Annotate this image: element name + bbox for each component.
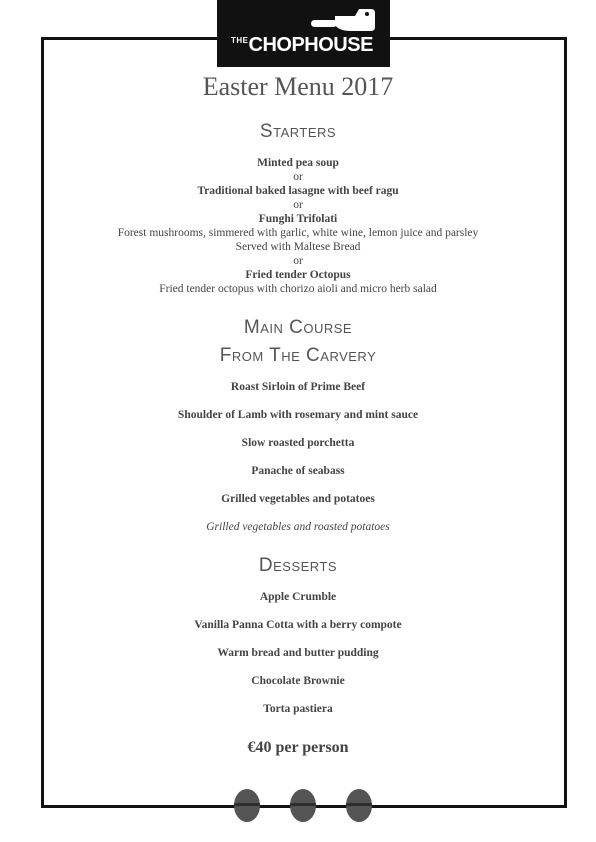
dessert-item: Chocolate Brownie (251, 675, 345, 687)
starter-description: Fried tender octopus with chorizo aioli and micro herb salad (159, 283, 437, 295)
starter-item: Fried tender Octopus (245, 269, 351, 281)
main-course-item: Slow roasted porchetta (241, 437, 355, 449)
main-course-heading: Main Course (243, 317, 353, 338)
price-per-person: €40 per person (247, 739, 349, 756)
logo-the: THE (231, 36, 249, 45)
decorative-dot-icon (346, 789, 372, 822)
starter-item: Minted pea soup (257, 157, 339, 169)
decorative-dot-icon (290, 789, 316, 822)
starter-item: Traditional baked lasagne with beef ragu (197, 185, 399, 197)
logo-name: CHOPHOUSE (248, 34, 373, 56)
menu-frame (41, 37, 567, 808)
starter-description: Forest mushrooms, simmered with garlic, white wine, lemon juice and parsley (117, 227, 479, 239)
starters-heading: Starters (259, 121, 337, 142)
main-course-item: Grilled vegetables and roasted potatoes (206, 521, 390, 533)
dessert-item: Torta pastiera (263, 703, 333, 715)
desserts-heading: Desserts (258, 555, 338, 576)
main-course-item: Shoulder of Lamb with rosemary and mint sauce (177, 409, 419, 421)
carvery-subheading: From The Carvery (219, 345, 377, 366)
starter-item: Funghi Trifolati (258, 213, 338, 225)
main-course-item: Panache of seabass (251, 465, 345, 477)
starter-description: Served with Maltese Bread (235, 241, 361, 253)
starter-separator: or (293, 255, 303, 267)
dessert-item: Apple Crumble (259, 591, 337, 603)
cleaver-icon (309, 7, 377, 33)
chophouse-logo (217, 0, 390, 67)
main-course-item: Grilled vegetables and potatoes (221, 493, 375, 505)
dessert-item: Vanilla Panna Cotta with a berry compote (194, 619, 402, 631)
dessert-item: Warm bread and butter pudding (217, 647, 379, 659)
logo-wordmark (231, 35, 373, 55)
decorative-dot-icon (234, 789, 260, 822)
main-course-item: Roast Sirloin of Prime Beef (230, 381, 366, 393)
starter-separator: or (293, 171, 303, 183)
menu-title: Easter Menu 2017 (202, 72, 394, 101)
starter-separator: or (293, 199, 303, 211)
